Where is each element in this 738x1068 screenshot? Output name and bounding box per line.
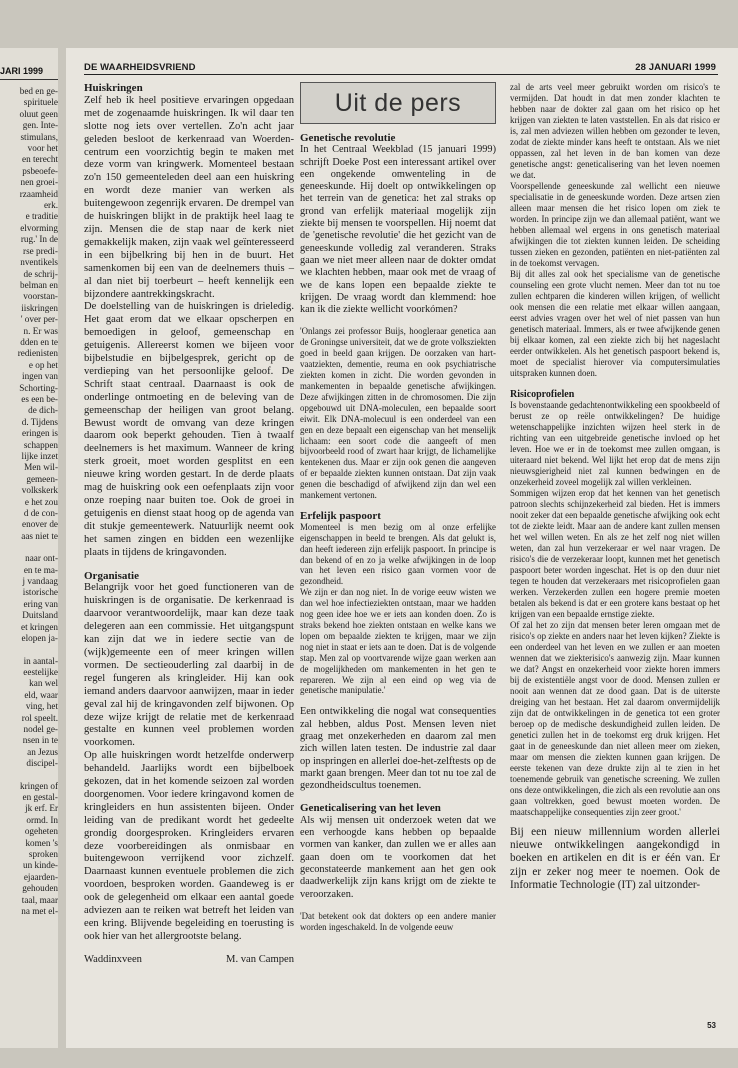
previous-page-line: rol speelt. bbox=[21, 712, 58, 723]
previous-page-line: e traditie bbox=[25, 211, 58, 222]
page-number: 53 bbox=[707, 1021, 716, 1030]
previous-page-line: elvorming bbox=[20, 222, 58, 233]
paragraph: Of zal het zo zijn dat mensen beter leren omgaan met de risico's op ziekte en anders naar het leven kijken? Ziekte is een onderdeel van het leven en we zullen er aan moeten wennen dat we ziekterisico's aanwezig zijn. Maar kunnen we dat? Angst en onzekerheid voor ziekte horen immers bij de existentiële angst voor de dood. Mensen zullen er nooit aan wennen dat ze dood gaan. Dat is de uiterste dreiging van het bestaan. Het zal daarom onvermijdelijk zijn dat de ontwikkelingen in de genetica tot een groter beroep op de medische deskundigheid zullen leiden. De genetici zullen het in de toekomst erg druk krijgen. Het gaat in de geneeskunde dan niet alleen meer om zieken, maar om mensen die ziekten kunnen gaan krijgen. De eerste tekenen van deze drukte zijn al te zien in het toenemende gebruik van genetische screening. We zullen ons deze ontwikkelingen, die zich als een revolutie aan ons gaan voltrekken, goed bewust moeten worden. De maatschappelijke consequenties zijn zeer groot.' bbox=[510, 620, 720, 817]
paragraph: De doelstelling van de huiskringen is drieledig. Het gaat erom dat we elkaar opscherpen en bemoedigen in geloof, gemeenschap en getuigenis. Allereerst komen we bijeen voor bijbelstudie en bijbelgesprek, gericht op de verdieping van het persoonlijke geloof. De Schrift staat centraal. Daarnaast is ook de onderlinge ontmoeting en de beleving van de gemeenschap der heiligen van groot belang. Bewust wordt de omvang van deze kringen daarom ook beperkt gehouden. Tien à twaalf deelnemers is het maximum. Wanneer de kring sterk groeit, moet worden gesplitst en een nieuwe kring worden gestart. In de derde plaats mag de huiskring ook een oefenplaats zijn voor onze roeping naar buiten toe. Ook de groei in getuigenis en dienst staat hoog op de agenda van dit stukje gemeentewerk. Natuurlijk neemt ook het samen zingen en bidden een wezenlijke plaats in tijdens de kringavonden. bbox=[84, 301, 294, 558]
previous-page-line: jk erf. Er bbox=[25, 803, 58, 814]
previous-page-line: belman en bbox=[19, 279, 58, 290]
signature-name: M. van Campen bbox=[226, 953, 294, 965]
paragraph: Als wij mensen uit onderzoek weten dat we een verhoogde kans hebben op bepaalde vormen van kanker, dan zullen we er alles aan gaan doen om te voorkomen dat het geconstateerde mankement aan het gen ook daadwerkelijk zijn kans krijgt om de ziekte te veroorzaken. bbox=[300, 814, 496, 900]
previous-page-line: erk. bbox=[43, 200, 58, 211]
previous-page-line: e het zou bbox=[24, 496, 58, 507]
previous-page-line: ' over per- bbox=[20, 314, 58, 325]
previous-page-line: eestelijke bbox=[23, 666, 58, 677]
previous-page-line: ogeheten bbox=[24, 826, 58, 837]
previous-page-line: lijke inzet bbox=[21, 451, 58, 461]
closing-paragraph: Bij een nieuw millennium worden allerlei nieuwe ontwikkelingen aangekondigd in boeken en artikelen en dit is er één van. Er zijn er zeker nog meer te noemen. Ook de Informatie Technologie (IT) zal uitzonder- bbox=[510, 826, 720, 891]
issue-date: 28 JANUARI 1999 bbox=[635, 62, 716, 73]
author-signature bbox=[84, 954, 294, 967]
previous-page-line: et kringen bbox=[21, 621, 58, 632]
previous-page-line: discipel- bbox=[26, 758, 58, 769]
previous-page-header: JARI 1999 bbox=[0, 66, 44, 76]
previous-page-line: de dich- bbox=[28, 405, 58, 416]
previous-page-line: oluut geen bbox=[19, 108, 58, 119]
previous-page-line: iiskringen bbox=[21, 302, 58, 313]
previous-page-line: naar ont- bbox=[25, 553, 58, 564]
paragraph: Voorspellende geneeskunde zal wellicht een nieuwe specialisatie in de geneeskunde worden. Deze artsen zien alleen maar mensen die het risico lopen om ziek te worden. In principe zijn we dan allemaal patiënt, want we hebben allemaal wel ergens in ons genetisch materiaal afwijkingen die tot ziekten kunnen leiden. De scheiding tussen zieken en gezonden, patiënten en niet-patiënten zal in de toekomst vervagen. bbox=[510, 181, 720, 268]
previous-page-line: istorische bbox=[22, 587, 58, 598]
quote-paragraph: We zijn er dan nog niet. In de vorige eeuw wisten we dan wel hoe infectieziekten ontstaan, maar we hadden nog geen idee hoe we er iets aan konden doen. Zo is straks bekend hoe ziekten ontstaan en welke kans we lopen om bepaalde ziekten te krijgen, maar we zijn nog niet in staat er iets aan te doen. Dat is de volgende stap. Men zal op voortvarende wijze gaan werken aan de mogelijkheden om mankementen in het gen te repareren. We zijn al een eind op weg via de genetische manipulatie.' bbox=[300, 587, 496, 696]
previous-page-line: ejaarden- bbox=[23, 871, 58, 882]
previous-page-edge bbox=[0, 48, 58, 1048]
previous-page-line: gen. Inte- bbox=[22, 120, 58, 131]
previous-page-line: un kinde- bbox=[23, 860, 58, 871]
newspaper-page bbox=[66, 48, 738, 1048]
article-uit-de-pers bbox=[300, 82, 496, 933]
previous-page-line: aas niet te bbox=[21, 530, 58, 541]
previous-page-line: nen groei- bbox=[20, 177, 58, 188]
previous-page-line: kringen of bbox=[19, 780, 58, 791]
masthead-title: DE WAARHEIDSVRIEND bbox=[84, 62, 196, 73]
section-heading-organisatie: Organisatie bbox=[84, 569, 139, 582]
paragraph: Een ontwikkeling die nogal wat consequenties zal hebben, aldus Post. Mensen leven niet graag met onzekerheden en daarom zal men zich willen laten testen. De industrie zal daar op inspringen en allerlei doe-het-zelftests op de markt gaan brengen. Meer dan tot nu toe zal de gezondheidscultus toenemen. bbox=[300, 706, 496, 792]
previous-page-line: en gestal- bbox=[22, 791, 58, 802]
previous-page-line: ormd. In bbox=[26, 814, 58, 825]
previous-page-line: Duitsland bbox=[22, 610, 58, 621]
paragraph: In het Centraal Weekblad (15 januari 1999) schrijft Doeke Post een interessant artikel over een ongekende omwenteling in de geneeskunde. Hij doelt op ontwikkelingen op het terrein van de genetica: het zal straks op grond van erfelijk materiaal mogelijk zijn ziekte bij mensen te voorspellen. Hij noemt dat de 'genetische revolutie' die het gezicht van de geneeskunde volledig zal veranderen. Straks gaan we niet meer alleen naar de dokter omdat we klachten hebben, maar ook met de vraag of we de kans lopen een bepaalde ziekte te krijgen. De vraag wordt dan klemmend: hoe kan ik die ziekte wellicht voorkómen? bbox=[300, 144, 496, 316]
previous-page-line: nodel ge- bbox=[23, 723, 58, 734]
previous-page-line: ering van bbox=[23, 598, 58, 609]
previous-page-line: redienisten bbox=[17, 348, 58, 359]
previous-page-line: Schorting- bbox=[19, 382, 58, 393]
previous-page-line: eringen is bbox=[22, 428, 58, 439]
paragraph: Zelf heb ik heel positieve ervaringen opgedaan met de zogenaamde huiskringen. Ik wil daar ten slotte nog iets over vertellen. Zo'n acht jaar geleden besloot de kerkenraad van Woerden-centrum een voorzichtig begin te maken met deze vorm van kringwerk. Momenteel bestaan zo'n 150 gemeenteleden deel aan een huiskring en wordt deze manier van werken als buitengewoon zegenrijk ervaren. De drempel van de huiskringen blijkt in de praktijk heel laag te zijn. Mensen die de stap naar de kerk niet gemakkelijk maken, zijn vaak wel geïnteresseerd in een bijbelkring bij hen in de buurt. Het samenkomen bij een van de deelnemers thuis – al dan niet bij toerbeurt – heeft kennelijk een bijzondere aantrekkingskracht. bbox=[84, 94, 294, 300]
column-title-box bbox=[300, 82, 496, 124]
previous-page-line: volkskerk bbox=[21, 485, 58, 496]
previous-page-line: rzaamheid bbox=[19, 188, 58, 199]
previous-page-line: elopen ja- bbox=[21, 633, 58, 644]
article-huiskringen bbox=[84, 82, 294, 967]
previous-page-line: psbeoefe- bbox=[22, 165, 58, 176]
previous-page-line: en te ma- bbox=[23, 564, 58, 575]
signature-place: Waddinxveen bbox=[84, 953, 142, 965]
previous-page-line: Men wil- bbox=[24, 462, 58, 473]
previous-page-line: dden en te bbox=[20, 336, 58, 347]
previous-page-line: de schrij- bbox=[23, 268, 58, 279]
previous-page-line: sproken bbox=[28, 849, 58, 859]
paragraph: Sommigen wijzen erop dat het kennen van het genetisch patroon slechts schijnzekerheid zal bieden. Het is immers nooit zeker dat een bepaalde genetische afwijking ook echt tot de ziekte leidt. Maar aan de andere kant zullen mensen het wel willen weten. En als ze het zelf nog niet willen weten, dan zal hun verzekeraar er wel naar vragen. De risico's die de verzekeraar loopt, kunnen met het genetisch paspoort beter worden ingeschat. Het is op den duur niet tegen te houden dat verzekeraars met risicoprofielen gaan werken. Verzekerden zullen een hogere premie moeten betalen als bekend is dat er een grotere kans bestaat op het krijgen van een bepaalde ernstige ziekte. bbox=[510, 488, 720, 619]
quote-paragraph: 'Onlangs zei professor Buijs, hoogleraar genetica aan de Groningse universiteit, dat we de grote volksziekten goed in beeld gaan krijgen. De oorzaken van hart-vaatziekten, dementie, reuma en ook psychiatrische ziekten komen in zicht. Die worden gevonden in mankementen in bepaalde genetische afwijkingen. Deze afwijkingen zitten in de chromosomen. Die zijn opgebouwd uit DNA-moleculen, een bepaalde soort eiwit. Elk DNA-molecuul is een onderdeel van een gen en deze bepaalt een eigenschap van het menselijk lichaam: een soort code die aangeeft of men bijvoorbeeld rood of zwart haar krijgt, de lichamelijke kentekenen dus. Maar er zijn ook genen die aangeven of er bepaalde ziekten kunnen ontstaan. Dat zijn vaak genen die beschadigd of afwijkend zijn dan wel een mankement vertonen. bbox=[300, 326, 496, 501]
previous-page-line: j vandaag bbox=[22, 576, 58, 587]
column-title: Uit de pers bbox=[334, 88, 462, 117]
paragraph: Belangrijk voor het goed functioneren van de huiskringen is de organisatie. De kerkenraad is daarvoor verantwoordelijk, maar kan deze taak delegeren aan een commissie. Het uitgangspunt kan zijn dat we in iedere sectie van de (wijk)gemeente een of meer kringen willen vormen. De sectieouderling zal daarbij in de regel fungeren als kringleider. Hij kan ook iemand anders daarvoor aanwijzen, maar in ieder geval zal hij de kringavonden zelf bijwonen. Op deze wijze krijgt de relatie met de kerkenraad gestalte en kunnen veel problemen worden voorkomen. bbox=[84, 582, 294, 749]
quote-paragraph: 'Dat betekent ook dat dokters op een andere manier worden ingeschakeld. In de volgende eeuw bbox=[300, 910, 496, 932]
previous-page-line: en terecht bbox=[22, 154, 58, 165]
previous-page-line: komen 's bbox=[25, 837, 58, 848]
previous-page-line: voorstan- bbox=[23, 291, 58, 302]
line-gap bbox=[0, 542, 58, 553]
previous-page-line: rug.' In de bbox=[20, 234, 58, 245]
previous-page-line: nsen in te bbox=[22, 735, 58, 746]
previous-page-line: na met el- bbox=[21, 906, 58, 917]
previous-page-line: rse predi- bbox=[23, 245, 58, 256]
previous-page-line: eld, waar bbox=[24, 689, 58, 700]
previous-page-line: es een be- bbox=[21, 393, 58, 404]
previous-page-line: e op het bbox=[28, 359, 58, 370]
section-heading-genetische-revolutie: Genetische revolutie bbox=[300, 132, 396, 144]
previous-page-line: d de con- bbox=[23, 508, 58, 519]
quotation bbox=[300, 911, 496, 933]
paragraph: zal de arts veel meer gebruikt worden om risico's te vermijden. Dat houdt in dat men zonder klachten te hebben naar de dokter zal gaan om het risico op het krijgen van ziekten te laten vaststellen. En als dat risico er is, zal men adviezen willen hebben om gezonder te leven, zodat de ziekte minder kans heeft te ontstaan. Als we niet oppassen, zal het leven in de ban komen van deze genetische angst: geneticalisering van het leven noemen we dat. bbox=[510, 82, 720, 180]
section-heading-erfelijk-paspoort: Erfelijk paspoort bbox=[300, 509, 381, 522]
previous-page-line: an Jezus bbox=[27, 746, 58, 757]
previous-page-line: gemeen- bbox=[26, 473, 58, 484]
paragraph: Is bovenstaande gedachtenontwikkeling een spookbeeld of berust ze op reële ontwikkelingen? De huidige wetenschappelijke inzichten wijzen heel sterk in de richting van een uitgebreide genetische invloed op het leven. Hoe we er in de toekomst mee zullen omgaan, is uiteraard niet bekend. Wel lijkt het erop dat de mens zijn nieuwsgierigheid niet zal kunnen bedwingen en de onzekerheid zoveel mogelijk zal willen verkleinen. bbox=[510, 400, 720, 487]
header-rule bbox=[84, 74, 718, 75]
scan-background-top bbox=[0, 0, 738, 48]
previous-page-line: bed en ge- bbox=[19, 86, 58, 96]
previous-page-line: kan wel bbox=[29, 678, 58, 689]
quotation bbox=[300, 326, 496, 696]
previous-page-line: taal, maar bbox=[21, 894, 58, 905]
section-heading-risicoprofielen: Risicoprofielen bbox=[510, 389, 575, 400]
previous-page-line: d. Tijdens bbox=[21, 416, 58, 427]
previous-page-line: nventikels bbox=[20, 257, 58, 268]
section-heading-huiskringen: Huiskringen bbox=[84, 82, 143, 94]
previous-page-line: in aantal- bbox=[23, 655, 58, 666]
paragraph: Op alle huiskringen wordt hetzelfde onderwerp behandeld. Jaarlijks wordt een bijbelboek gekozen, dat in het komende seizoen zal worden doorgenomen. Voor iedere kringavond komen de kringleiders en hun assistenten bijeen. Onder leiding van de predikant wordt het gedeelte grondig doorgesproken. Kringleiders ervaren deze voorbereidingen als onmisbaar en buitengewoon verrijkend voor zichzelf. Daarnaast kunnen eventuele problemen die zich voordoen, besproken worden. Gaandeweg is er ook de gelegenheid om elkaar een aantal goede adviezen aan te reiken wat betreft het leiden van een kring. Blijvende begeleiding en toerusting is ook hier van het allergrootste belang. bbox=[84, 750, 294, 942]
previous-page-line: ving, het bbox=[25, 701, 58, 712]
paragraph: Bij dit alles zal ook het specialisme van de genetische counseling een grote vlucht nemen. Meer dan tot nu toe zullen echtparen die kinderen willen krijgen, of wellicht ook mensen die een relatie met elkaar willen aangaan, eerst advies vragen over het wel of niet passen van hun genetisch materiaal. Immers, als er twee afwijkende genen bij elkaar komen, zal een ziekte zich bij het nageslacht eerder ontwikkelen. Als het genetisch paspoort bekend is, moet de specialist hierover via computersimulaties uitspraken kunnen doen. bbox=[510, 269, 720, 378]
previous-page-line: enover de bbox=[22, 519, 58, 530]
previous-page-rule bbox=[0, 79, 58, 80]
previous-page-line: spirituele bbox=[23, 97, 58, 108]
previous-page-line: stimulans, bbox=[20, 131, 58, 142]
previous-page-line: ingen van bbox=[22, 371, 58, 382]
previous-page-text bbox=[0, 86, 58, 917]
previous-page-line: n. Er was bbox=[23, 325, 58, 336]
article-continuation bbox=[510, 82, 720, 892]
quote-paragraph: Momenteel is men bezig om al onze erfelijke eigenschappen in beeld te brengen. Als dat gelukt is, dan heeft iedereen zijn erfelijk paspoort. In principe is dan bekend of en zo ja welke afwijkingen in de loop van het leven een risico gaan vormen voor de gezondheid. bbox=[300, 521, 496, 587]
line-gap bbox=[0, 645, 58, 656]
previous-page-line: gehouden bbox=[22, 883, 58, 894]
previous-page-line: voor het bbox=[27, 143, 58, 154]
section-heading-geneticalisering: Geneticalisering van het leven bbox=[300, 802, 441, 815]
line-gap bbox=[0, 770, 58, 781]
previous-page-line: schappen bbox=[23, 439, 58, 450]
